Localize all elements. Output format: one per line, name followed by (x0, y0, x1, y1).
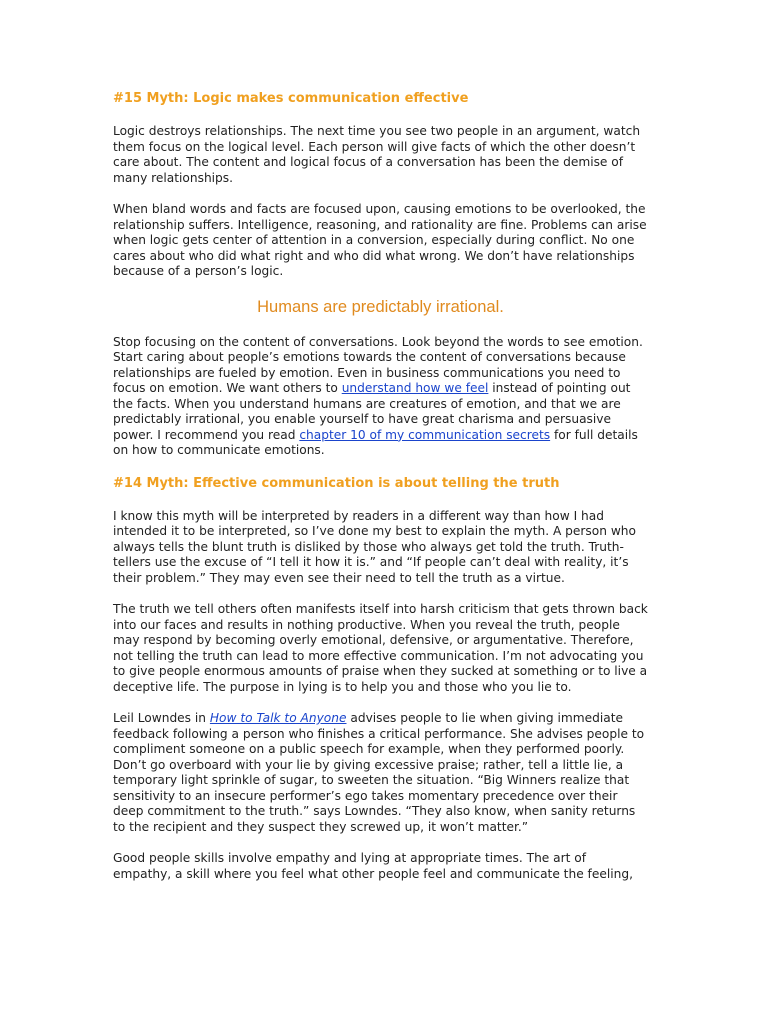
paragraph-text: Leil Lowndes in (113, 711, 210, 725)
section-14-paragraph-2: The truth we tell others often manifests itself into harsh criticism that gets thrown back into our faces and results in nothing productive. When you reveal the truth, people may respond by becoming overly emotional, defensive, or argumentative. Therefore, not telling the truth can lead to more effective communication. I’m not advocating you to give people enormous amounts of praise when they sucked at something or to live a deceptive life. The purpose in lying is to help you and those who you lie to. (113, 602, 648, 694)
pull-quote: Humans are predictably irrational. (257, 297, 504, 316)
paragraph-text: for full details on how to communicate emotions. (113, 427, 638, 457)
section-15-heading: #15 Myth: Logic makes communication effective (113, 91, 469, 106)
section-14-heading: #14 Myth: Effective communication is about telling the truth (113, 475, 560, 491)
section-14-paragraph-1: I know this myth will be interpreted by readers in a different way than how I had intended it to be interpreted, so I’ve done my best to explain the myth. A person who always tells the blunt truth is disliked by those who always get told the truth. Truth-tellers use the excuse of “I tell it how it is.” and “If people can’t deal with reality, it’s their problem.” They may even see their need to tell the truth as a virtue. (113, 508, 636, 585)
paragraph-text: advises people to lie when giving immediate feedback following a person who finishes a critical performance. She advises people to compliment someone on a public speech for example, when they performed poorly. Don’t go overboard with your lie by giving excessive praise; rather, tell a little lie, a temporary light sprinkle of sugar, to sweeten the situation. “Big Winners realize that sensitivity to an insecure performer’s ego takes momentary precedence over their deep commitment to the truth.” says Lowndes. “They also know, when sanity returns to the recipient and they suspect they screwed up, it won’t matter.” (113, 711, 645, 834)
section-15-paragraph-1: Logic destroys relationships. The next time you see two people in an argument, watch them focus on the logical level. Each person will give facts of which the other doesn’t care about. The content and logical focus of a conversation has been the demise of many relationships. (113, 124, 641, 185)
section-15-paragraph-2: When bland words and facts are focused upon, causing emotions to be overlooked, the relationship suffers. Intelligence, reasoning, and rationality are fine. Problems can arise when logic gets center of attention in a conversion, especially during conflict. No one cares about who did what right and who did what wrong. We don’t have relationships because of a person’s logic. (113, 202, 647, 278)
article-page (113, 90, 648, 898)
communication-secrets-link[interactable]: chapter 10 of my communication secrets (299, 427, 551, 442)
section-14-paragraph-4: Good people skills involve empathy and lying at appropriate times. The art of empathy, a skill where you feel what other people feel and communicate the feeling, (113, 851, 633, 881)
paragraph-text: Stop focusing on the content of conversations. Look beyond the words to see emotion. Start caring about people’s emotions towards the content of conversations because relationships are fueled by emotion. Even in business communications you need to focus on emotion. We want others to (113, 334, 643, 395)
how-to-talk-to-anyone-link[interactable]: How to Talk to Anyone (209, 711, 347, 725)
section-15-paragraph-3 (113, 335, 648, 459)
section-14-paragraph-3 (113, 711, 648, 835)
understand-how-we-feel-link[interactable]: understand how we feel (341, 381, 489, 395)
paragraph-text: instead of pointing out the facts. When you understand humans are creatures of emotion, and that we are predictably irrational, you enable yourself to have great charisma and persuasive power. I recommend you read (113, 381, 631, 442)
